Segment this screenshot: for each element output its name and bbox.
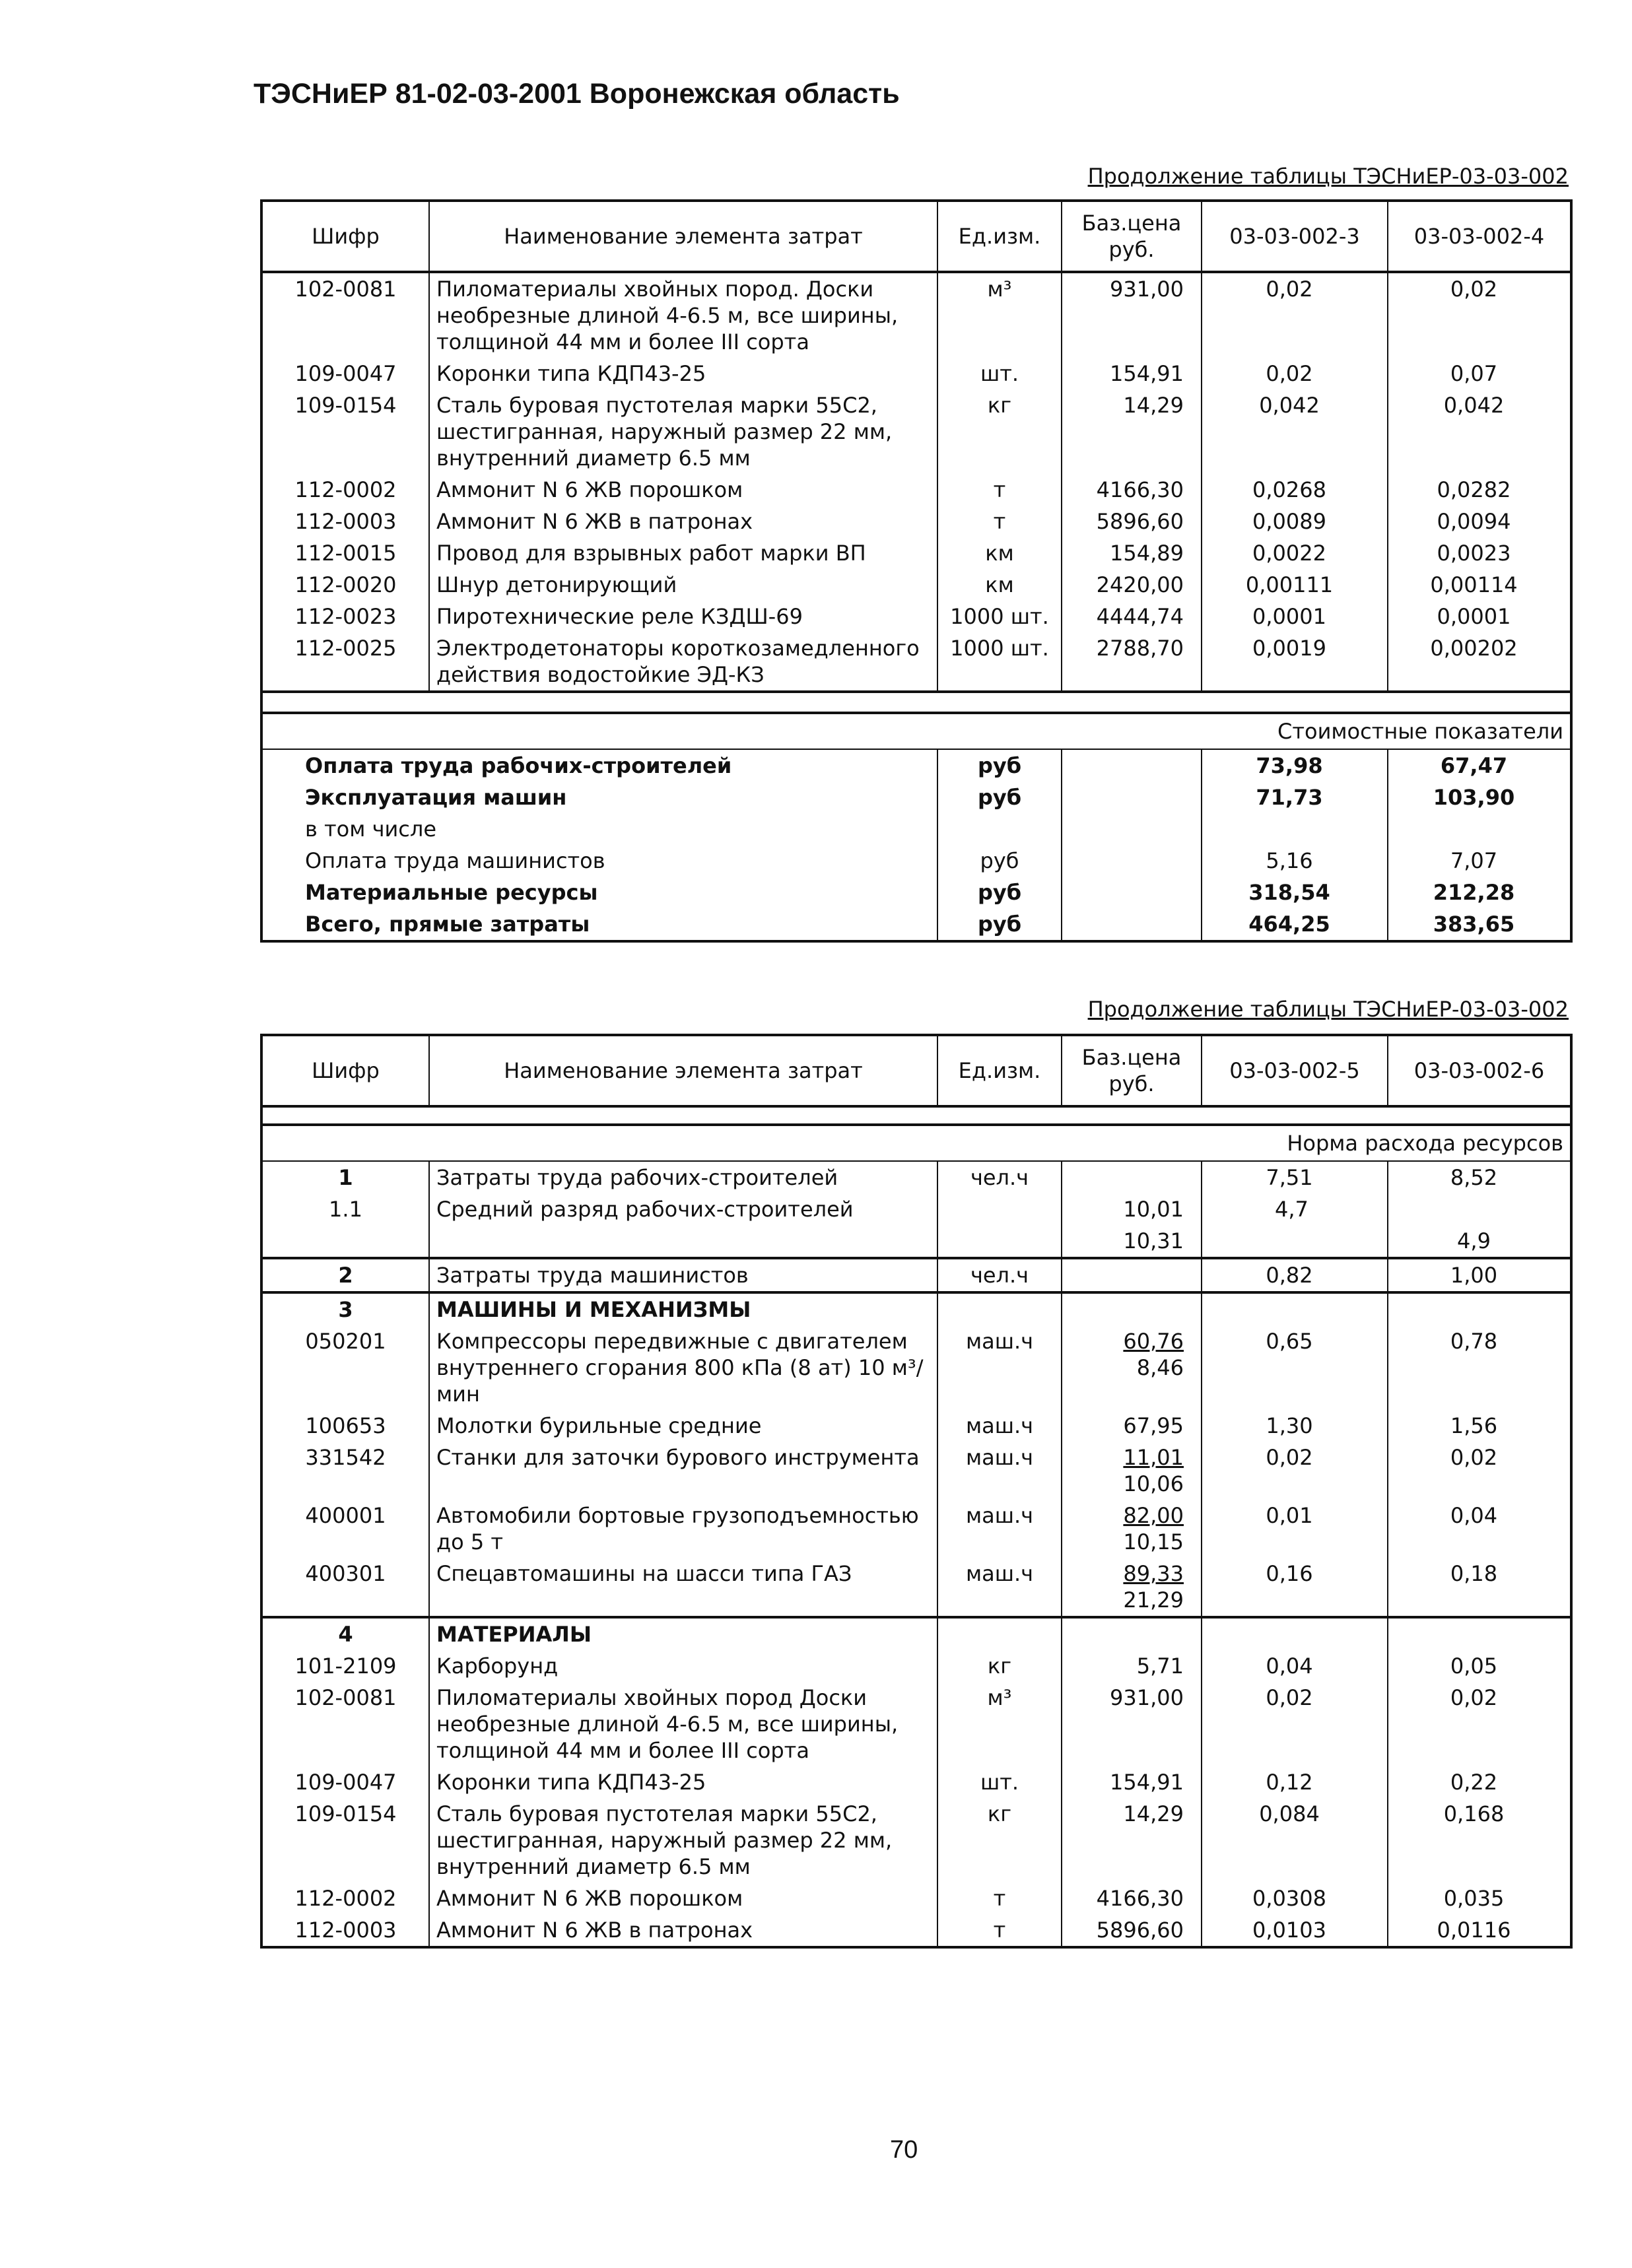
- table2-caption: Продолжение таблицы ТЭСНиЕР-03-03-002: [1087, 997, 1569, 1022]
- cell-name: Спецавтомашины на шасси типа ГАЗ: [429, 1558, 937, 1617]
- cell-name: [429, 1225, 937, 1258]
- cell-name: Станки для заточки бурового инструмента: [429, 1442, 937, 1500]
- cell-value-b: 0,00114: [1388, 569, 1571, 601]
- cell-name: Затраты труда машинистов: [429, 1258, 937, 1292]
- cell-value-a: 1,30: [1202, 1410, 1388, 1442]
- summary-value-b: 67,47: [1388, 749, 1571, 782]
- summary-label: Материальные ресурсы: [305, 880, 598, 905]
- cell-value-b: 4,9: [1388, 1225, 1571, 1258]
- table-row: [261, 1682, 1571, 1766]
- summary-unit: руб: [937, 782, 1062, 813]
- cell-value-a: 0,0022: [1202, 537, 1388, 569]
- cell-value-a: 0,16: [1202, 1558, 1388, 1617]
- table-row: [261, 1325, 1571, 1410]
- cell-code: 112-0003: [294, 1918, 397, 1943]
- summary-label: Оплата труда машинистов: [305, 848, 605, 873]
- cell-value-a: 0,02: [1202, 1442, 1388, 1500]
- cell-code: 112-0025: [294, 636, 397, 661]
- cell-name: Шнур детонирующий: [429, 569, 937, 601]
- cell-price: 4166,30: [1062, 474, 1202, 506]
- cell-price: 10,31: [1062, 1225, 1202, 1258]
- document-title: ТЭСНиЕР 81-02-03-2001 Воронежская область: [254, 78, 900, 110]
- summary-row: [261, 877, 1571, 908]
- cell-code: 109-0047: [294, 361, 397, 386]
- cell-value-b: 0,168: [1388, 1798, 1571, 1883]
- cell-unit: маш.ч: [937, 1325, 1062, 1410]
- table-row: [261, 1798, 1571, 1883]
- header-unit: Ед.изм.: [937, 1035, 1062, 1106]
- cell-unit: маш.ч: [937, 1410, 1062, 1442]
- cell-price: 154,89: [1062, 537, 1202, 569]
- cell-unit: [937, 1617, 1062, 1650]
- summary-unit: руб: [937, 845, 1062, 877]
- cell-price: [1062, 1292, 1202, 1325]
- summary-value-b: 7,07: [1388, 845, 1571, 877]
- cell-value-b: [1388, 1292, 1571, 1325]
- header-code: Шифр: [261, 1035, 429, 1106]
- cell-name: Коронки типа КДП43-25: [429, 358, 937, 389]
- cell-value-a: 0,01: [1202, 1500, 1388, 1558]
- cell-name: Провод для взрывных работ марки ВП: [429, 537, 937, 569]
- cell-value-a: 0,042: [1202, 389, 1388, 474]
- cell-name: Аммонит N 6 ЖВ в патронах: [429, 506, 937, 537]
- cell-value-a: 0,0089: [1202, 506, 1388, 537]
- price-value: 11,01: [1123, 1445, 1184, 1470]
- cost-band: Стоимостные показатели: [261, 713, 1571, 749]
- cell-unit: кг: [937, 389, 1062, 474]
- price-value: 60,76: [1123, 1329, 1184, 1354]
- cell-value-b: 0,0001: [1388, 601, 1571, 632]
- cell-unit: маш.ч: [937, 1558, 1062, 1617]
- cell-price: 14,29: [1062, 389, 1202, 474]
- cell-unit: км: [937, 537, 1062, 569]
- table-row: [261, 1442, 1571, 1500]
- cell-value-b: 0,00202: [1388, 632, 1571, 692]
- table1: [260, 199, 1573, 943]
- cell-unit: кг: [937, 1798, 1062, 1883]
- cell-price: 2420,00: [1062, 569, 1202, 601]
- cell-value-a: 0,02: [1202, 1682, 1388, 1766]
- cell-value-a: [1202, 1617, 1388, 1650]
- header-code: Шифр: [261, 201, 429, 272]
- cell-value-a: 0,0019: [1202, 632, 1388, 692]
- cell-unit: [937, 1292, 1062, 1325]
- cell-name: Средний разряд рабочих-строителей: [429, 1193, 937, 1225]
- cell-value-b: 0,04: [1388, 1500, 1571, 1558]
- table-row: [261, 272, 1571, 358]
- cell-name: Сталь буровая пустотелая марки 55С2, шестигранная, наружный размер 22 мм, внутренний диаметр 6.5 мм: [429, 389, 937, 474]
- table-row: [261, 569, 1571, 601]
- cell-code: 109-0047: [294, 1770, 397, 1795]
- cell-price: 931,00: [1062, 1682, 1202, 1766]
- cell-value-b: 0,02: [1388, 1682, 1571, 1766]
- cell-price: 931,00: [1062, 272, 1202, 358]
- cell-price: 5,71: [1062, 1650, 1202, 1682]
- cell-price: 2788,70: [1062, 632, 1202, 692]
- cell-value-a: [1202, 1292, 1388, 1325]
- cell-code: 100653: [305, 1413, 386, 1438]
- cell-price: 4166,30: [1062, 1883, 1202, 1914]
- cell-code: 2: [261, 1258, 429, 1292]
- cell-code: 112-0020: [294, 572, 397, 597]
- cell-code: 112-0002: [294, 1886, 397, 1911]
- norm-band-row: [261, 1125, 1571, 1161]
- summary-label: Оплата труда рабочих-строителей: [305, 753, 732, 778]
- cell-unit: шт.: [937, 1766, 1062, 1798]
- cell-price: 154,91: [1062, 1766, 1202, 1798]
- cell-code: 101-2109: [294, 1653, 397, 1679]
- cell-value-b: [1388, 1617, 1571, 1650]
- cell-price: [1062, 1161, 1202, 1193]
- section-row-machines: [261, 1292, 1571, 1325]
- header-col-b: 03-03-002-4: [1388, 201, 1571, 272]
- summary-value-b: 103,90: [1388, 782, 1571, 813]
- summary-value-b: 383,65: [1388, 908, 1571, 941]
- table-row: [261, 1914, 1571, 1947]
- cell-name: Сталь буровая пустотелая марки 55С2, шестигранная, наружный размер 22 мм, внутренний диаметр 6.5 мм: [429, 1798, 937, 1883]
- table-row: [261, 1258, 1571, 1292]
- cell-price: 5896,60: [1062, 1914, 1202, 1947]
- header-price: Баз.цена руб.: [1062, 201, 1202, 272]
- summary-value-a: 464,25: [1202, 908, 1388, 941]
- cell-price: [1062, 1442, 1202, 1500]
- header-name: Наименование элемента затрат: [429, 201, 937, 272]
- cell-name: Электродетонаторы короткозамедленного действия водостойкие ЭД-КЗ: [429, 632, 937, 692]
- price-value: 82,00: [1123, 1503, 1184, 1528]
- cell-value-a: [1202, 1225, 1388, 1258]
- summary-value-a: 73,98: [1202, 749, 1388, 782]
- cell-price: [1062, 1325, 1202, 1410]
- cell-value-a: 4,7: [1202, 1193, 1388, 1225]
- header-col-b: 03-03-002-6: [1388, 1035, 1571, 1106]
- summary-price: [1062, 845, 1202, 877]
- cell-code: 102-0081: [294, 277, 397, 302]
- header-name: Наименование элемента затрат: [429, 1035, 937, 1106]
- table2: [260, 1034, 1573, 1949]
- summary-row: [261, 813, 1571, 845]
- summary-label: в том числе: [305, 817, 436, 842]
- price-labor-value: 8,46: [1136, 1355, 1184, 1380]
- cell-code: 1.1: [329, 1197, 362, 1222]
- cell-unit: 1000 шт.: [937, 632, 1062, 692]
- cell-name: Коронки типа КДП43-25: [429, 1766, 937, 1798]
- cell-code: 112-0002: [294, 477, 397, 502]
- section-title: МАШИНЫ И МЕХАНИЗМЫ: [429, 1292, 937, 1325]
- cell-name: Аммонит N 6 ЖВ порошком: [429, 474, 937, 506]
- summary-row: [261, 908, 1571, 941]
- summary-price: [1062, 749, 1202, 782]
- cell-name: Компрессоры передвижные с двигателем внутреннего сгорания 800 кПа (8 ат) 10 м³/мин: [429, 1325, 937, 1410]
- summary-price: [1062, 813, 1202, 845]
- cell-price: 4444,74: [1062, 601, 1202, 632]
- cell-code: 109-0154: [294, 1801, 397, 1826]
- cell-price: 10,01: [1062, 1193, 1202, 1225]
- header-price: Баз.цена руб.: [1062, 1035, 1202, 1106]
- summary-value-b: 212,28: [1388, 877, 1571, 908]
- price-value: 89,33: [1123, 1561, 1184, 1586]
- summary-value-a: 71,73: [1202, 782, 1388, 813]
- summary-label: Всего, прямые затраты: [305, 912, 590, 937]
- cell-code: 400001: [305, 1503, 386, 1528]
- cell-value-a: 0,00111: [1202, 569, 1388, 601]
- summary-unit: [937, 813, 1062, 845]
- cell-unit: чел.ч: [937, 1258, 1062, 1292]
- cell-value-b: 0,0094: [1388, 506, 1571, 537]
- cell-value-b: 0,035: [1388, 1883, 1571, 1914]
- price-labor-value: 10,06: [1123, 1471, 1184, 1496]
- norm-band: Норма расхода ресурсов: [261, 1125, 1571, 1161]
- cell-value-a: 0,0103: [1202, 1914, 1388, 1947]
- cell-price: [1062, 1500, 1202, 1558]
- table-row: [261, 506, 1571, 537]
- spacer-cell: [261, 1106, 1571, 1125]
- cell-value-b: 0,07: [1388, 358, 1571, 389]
- cell-unit: маш.ч: [937, 1500, 1062, 1558]
- section-code: 3: [261, 1292, 429, 1325]
- summary-row: [261, 749, 1571, 782]
- cell-value-b: 0,02: [1388, 272, 1571, 358]
- cell-code: 112-0015: [294, 541, 397, 566]
- summary-row: [261, 845, 1571, 877]
- cell-code: 400301: [305, 1561, 386, 1586]
- table-row: [261, 1410, 1571, 1442]
- summary-value-a: [1202, 813, 1388, 845]
- cell-name: Молотки бурильные средние: [429, 1410, 937, 1442]
- header-col-a: 03-03-002-3: [1202, 201, 1388, 272]
- cell-value-b: 0,02: [1388, 1442, 1571, 1500]
- cell-price: 67,95: [1062, 1410, 1202, 1442]
- table1-header-row: [261, 201, 1571, 272]
- summary-value-a: 5,16: [1202, 845, 1388, 877]
- cell-value-b: 1,56: [1388, 1410, 1571, 1442]
- summary-price: [1062, 782, 1202, 813]
- cell-code: 109-0154: [294, 393, 397, 418]
- cell-code: 102-0081: [294, 1685, 397, 1710]
- cell-unit: [937, 1193, 1062, 1225]
- price-labor-value: 21,29: [1123, 1587, 1184, 1613]
- table1-caption: Продолжение таблицы ТЭСНиЕР-03-03-002: [1087, 164, 1569, 189]
- table-row: [261, 1766, 1571, 1798]
- summary-unit: руб: [937, 877, 1062, 908]
- summary-price: [1062, 908, 1202, 941]
- cell-unit: т: [937, 506, 1062, 537]
- cell-value-a: 0,02: [1202, 272, 1388, 358]
- summary-value-a: 318,54: [1202, 877, 1388, 908]
- table-spacer-row: [261, 1106, 1571, 1125]
- cell-value-a: 0,65: [1202, 1325, 1388, 1410]
- cell-unit: м³: [937, 272, 1062, 358]
- cell-unit: км: [937, 569, 1062, 601]
- table-row: [261, 1500, 1571, 1558]
- cell-value-b: 0,0116: [1388, 1914, 1571, 1947]
- table-row: [261, 537, 1571, 569]
- cell-value-b: 0,042: [1388, 389, 1571, 474]
- cell-unit: м³: [937, 1682, 1062, 1766]
- table-row: [261, 1883, 1571, 1914]
- cell-value-b: 0,78: [1388, 1325, 1571, 1410]
- summary-unit: руб: [937, 749, 1062, 782]
- cell-value-a: 0,0308: [1202, 1883, 1388, 1914]
- cell-name: Автомобили бортовые грузоподъемностью до 5 т: [429, 1500, 937, 1558]
- table-row: [261, 1225, 1571, 1258]
- page-number: 70: [890, 2136, 918, 2164]
- cost-band-row: [261, 713, 1571, 749]
- table-row: [261, 1161, 1571, 1193]
- table-row: [261, 601, 1571, 632]
- table2-header-row: [261, 1035, 1571, 1106]
- cell-value-b: 0,22: [1388, 1766, 1571, 1798]
- cell-price: 14,29: [1062, 1798, 1202, 1883]
- summary-row: [261, 782, 1571, 813]
- cell-code: 331542: [305, 1445, 386, 1470]
- cell-value-a: 0,0268: [1202, 474, 1388, 506]
- table-spacer-row: [261, 692, 1571, 713]
- table-row: [261, 358, 1571, 389]
- cell-unit: маш.ч: [937, 1442, 1062, 1500]
- cell-value-a: 0,084: [1202, 1798, 1388, 1883]
- cell-value-a: 0,12: [1202, 1766, 1388, 1798]
- cell-value-a: 0,04: [1202, 1650, 1388, 1682]
- summary-price: [1062, 877, 1202, 908]
- cell-price: [1062, 1617, 1202, 1650]
- summary-value-b: [1388, 813, 1571, 845]
- table-row: [261, 632, 1571, 692]
- cell-unit: т: [937, 474, 1062, 506]
- cell-unit: т: [937, 1883, 1062, 1914]
- cell-name: Пиломатериалы хвойных пород Доски необрезные длиной 4-6.5 м, все ширины, толщиной 44 мм и более III сорта: [429, 1682, 937, 1766]
- cell-price: [1062, 1558, 1202, 1617]
- cell-value-a: 0,02: [1202, 358, 1388, 389]
- cell-unit: шт.: [937, 358, 1062, 389]
- cell-code: 112-0023: [294, 604, 397, 629]
- header-unit: Ед.изм.: [937, 201, 1062, 272]
- cell-code: 050201: [305, 1329, 386, 1354]
- cell-code: 112-0003: [294, 509, 397, 534]
- table-row: [261, 1650, 1571, 1682]
- cell-value-a: 7,51: [1202, 1161, 1388, 1193]
- cell-unit: кг: [937, 1650, 1062, 1682]
- summary-unit: руб: [937, 908, 1062, 941]
- cell-unit: чел.ч: [937, 1161, 1062, 1193]
- cell-name: Пиротехнические реле КЗДШ-69: [429, 601, 937, 632]
- cell-value-a: 0,82: [1202, 1258, 1388, 1292]
- cell-name: Затраты труда рабочих-строителей: [429, 1161, 937, 1193]
- section-title: МАТЕРИАЛЫ: [429, 1617, 937, 1650]
- cell-unit: 1000 шт.: [937, 601, 1062, 632]
- cell-value-b: [1388, 1193, 1571, 1225]
- cell-value-b: 0,18: [1388, 1558, 1571, 1617]
- section-code: 4: [261, 1617, 429, 1650]
- cell-code: [261, 1225, 429, 1258]
- cell-value-b: 8,52: [1388, 1161, 1571, 1193]
- section-row-materials: [261, 1617, 1571, 1650]
- cell-price: 5896,60: [1062, 506, 1202, 537]
- price-labor-value: 10,15: [1123, 1529, 1184, 1554]
- cell-value-b: 0,0023: [1388, 537, 1571, 569]
- cell-value-a: 0,0001: [1202, 601, 1388, 632]
- cell-unit: т: [937, 1914, 1062, 1947]
- table-row: [261, 474, 1571, 506]
- table-row: [261, 1558, 1571, 1617]
- cell-value-b: 0,05: [1388, 1650, 1571, 1682]
- table-row: [261, 389, 1571, 474]
- spacer-cell: [261, 692, 1571, 713]
- cell-name: Аммонит N 6 ЖВ в патронах: [429, 1914, 937, 1947]
- cell-unit: [937, 1225, 1062, 1258]
- header-col-a: 03-03-002-5: [1202, 1035, 1388, 1106]
- cell-price: 154,91: [1062, 358, 1202, 389]
- cell-price: [1062, 1258, 1202, 1292]
- cell-value-b: 1,00: [1388, 1258, 1571, 1292]
- table-row: [261, 1193, 1571, 1225]
- summary-label: Эксплуатация машин: [305, 785, 567, 810]
- cell-name: Пиломатериалы хвойных пород. Доски необрезные длиной 4-6.5 м, все ширины, толщиной 44 мм и более III сорта: [429, 272, 937, 358]
- cell-name: Аммонит N 6 ЖВ порошком: [429, 1883, 937, 1914]
- cell-name: Карборунд: [429, 1650, 937, 1682]
- cell-code: 1: [338, 1165, 353, 1190]
- cell-value-b: 0,0282: [1388, 474, 1571, 506]
